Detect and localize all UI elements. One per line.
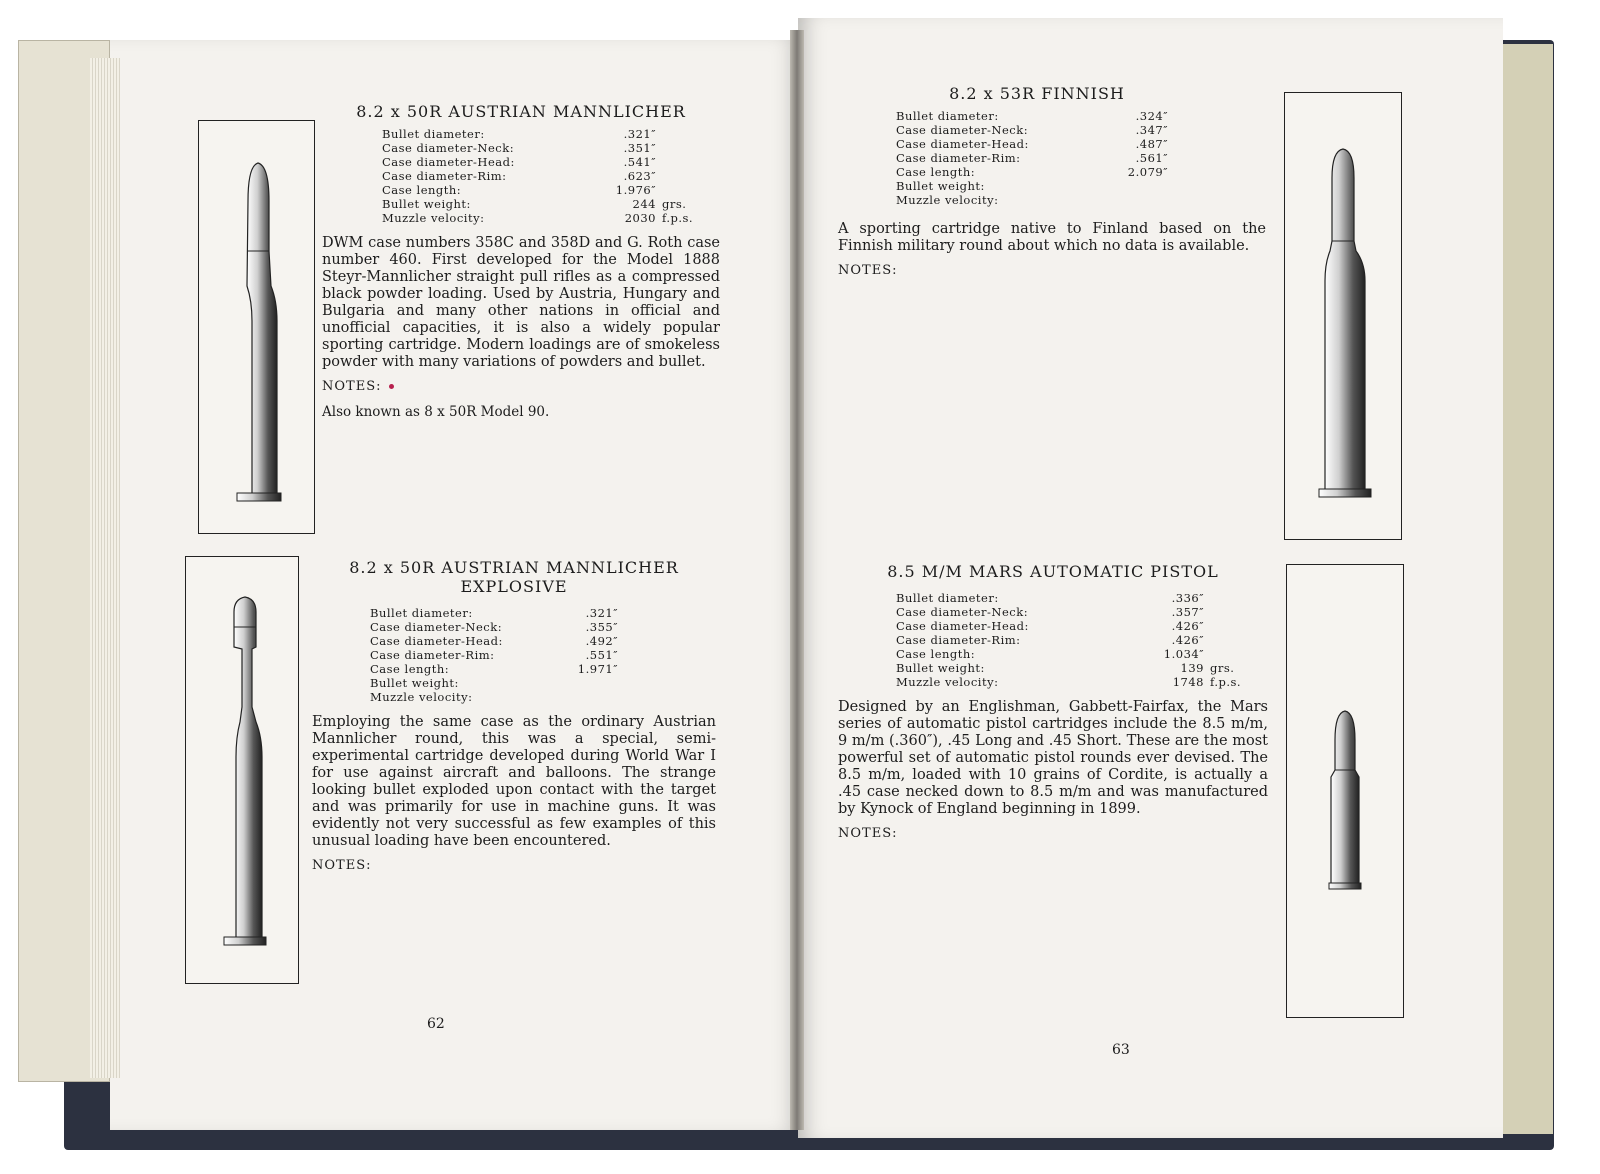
spec-unit xyxy=(1174,165,1212,179)
spec-value: 1748 xyxy=(1172,675,1204,689)
spec-row xyxy=(896,151,1212,165)
right-cover-board xyxy=(1500,44,1553,1134)
spec-label: Case diameter-Rim: xyxy=(382,169,507,183)
spec-row xyxy=(370,606,662,620)
spec-label: Bullet weight: xyxy=(370,676,459,690)
entry-description: Designed by an Englishman, Gabbett-Fairfax, the Mars series of automatic pistol cartridges include the 8.5 m/m, 9 m/m (.360″), .45 Long and .45 Short. These are the most powerful set of automatic pistol rounds ever devised. The 8.5 m/m, loaded with 10 grains of Cordite, is actually a .45 case necked down to 8.5 m/m and was manufactured by Kynock of England beginning in 1899. xyxy=(838,699,1268,817)
spec-unit xyxy=(624,620,662,634)
spec-table xyxy=(896,591,1248,689)
spec-value: .357″ xyxy=(1171,605,1204,619)
spec-value: .487″ xyxy=(1135,137,1168,151)
spec-table xyxy=(896,109,1212,207)
page-edges xyxy=(90,58,120,1078)
cartridge-figure-austrian-mannlicher xyxy=(198,120,315,534)
spec-label: Bullet diameter: xyxy=(370,606,473,620)
notes-label: NOTES: xyxy=(312,858,372,873)
spec-value: .492″ xyxy=(585,634,618,648)
spec-label: Case diameter-Neck: xyxy=(382,141,515,155)
spec-label: Muzzle velocity: xyxy=(382,211,485,225)
spec-label: Muzzle velocity: xyxy=(370,690,473,704)
spec-unit xyxy=(624,606,662,620)
spec-value: 2030 xyxy=(624,211,656,225)
spec-label: Muzzle velocity: xyxy=(896,193,999,207)
spec-label: Case length: xyxy=(896,647,976,661)
spec-value: .336″ xyxy=(1171,591,1204,605)
spec-unit xyxy=(1210,591,1248,605)
spec-row xyxy=(896,193,1212,207)
spec-unit: f.p.s. xyxy=(662,211,694,225)
spec-row xyxy=(896,591,1248,605)
spec-value: 244 xyxy=(632,197,656,211)
entry-austrian-mannlicher-explosive xyxy=(312,558,716,873)
spec-value: 1.034″ xyxy=(1163,647,1204,661)
spec-value: .541″ xyxy=(623,155,656,169)
spec-row xyxy=(896,675,1248,689)
book-gutter xyxy=(790,30,804,1130)
pistol-cartridge-icon xyxy=(1287,565,1403,1017)
spec-row xyxy=(896,179,1212,193)
spec-label: Case diameter-Neck: xyxy=(896,605,1029,619)
spec-row xyxy=(896,137,1212,151)
spec-label: Case length: xyxy=(370,662,450,676)
spec-value: 139 xyxy=(1180,661,1204,675)
spec-row xyxy=(382,183,700,197)
spec-value: .321″ xyxy=(585,606,618,620)
spec-value: .321″ xyxy=(623,127,656,141)
spec-row xyxy=(382,169,700,183)
spec-unit xyxy=(1174,179,1212,193)
spec-unit xyxy=(1174,137,1212,151)
notes-label: NOTES: xyxy=(838,263,898,278)
spec-unit: grs. xyxy=(1210,661,1235,675)
spec-unit xyxy=(624,676,662,690)
spec-row xyxy=(896,123,1212,137)
spec-value: .347″ xyxy=(1135,123,1168,137)
page-number-left: 62 xyxy=(427,1016,445,1032)
spec-unit xyxy=(662,169,700,183)
explosive-cartridge-icon xyxy=(186,557,298,983)
spec-row xyxy=(382,211,700,225)
spec-value: .351″ xyxy=(623,141,656,155)
notes-text: Also known as 8 x 50R Model 90. xyxy=(322,404,550,420)
spec-value: .551″ xyxy=(585,648,618,662)
spec-label: Case diameter-Rim: xyxy=(370,648,495,662)
spec-label: Case diameter-Rim: xyxy=(896,151,1021,165)
spec-label: Case length: xyxy=(382,183,462,197)
spec-value xyxy=(1098,179,1174,193)
spec-value: .426″ xyxy=(1171,619,1204,633)
spec-label: Case diameter-Head: xyxy=(896,619,1029,633)
spec-unit xyxy=(662,183,700,197)
spec-row xyxy=(382,197,700,211)
spec-row xyxy=(382,127,700,141)
spec-label: Case diameter-Rim: xyxy=(896,633,1021,647)
cartridge-figure-finnish xyxy=(1284,92,1402,540)
spec-label: Bullet diameter: xyxy=(896,591,999,605)
entry-mars-pistol xyxy=(838,562,1268,841)
spec-row xyxy=(370,634,662,648)
spec-label: Bullet diameter: xyxy=(896,109,999,123)
spec-table xyxy=(370,606,662,704)
spec-value xyxy=(548,690,624,704)
spec-row xyxy=(896,633,1248,647)
spec-row xyxy=(896,647,1248,661)
entry-austrian-mannlicher xyxy=(322,102,720,420)
spec-row xyxy=(370,620,662,634)
spec-unit xyxy=(624,634,662,648)
spec-value xyxy=(548,676,624,690)
spec-label: Case diameter-Neck: xyxy=(896,123,1029,137)
rifle-cartridge-icon xyxy=(1285,93,1401,539)
spec-unit xyxy=(1174,151,1212,165)
entry-title: 8.5 M/M MARS AUTOMATIC PISTOL xyxy=(887,562,1219,581)
entry-title: 8.2 x 53R FINNISH xyxy=(949,84,1125,103)
spec-value: .623″ xyxy=(623,169,656,183)
spec-label: Case diameter-Head: xyxy=(382,155,515,169)
spec-value: .324″ xyxy=(1135,109,1168,123)
entry-description: Employing the same case as the ordinary Austrian Mannlicher round, this was a special, semi-experimental cartridge developed during World War I for use against aircraft and balloons. The strange looking bullet exploded upon contact with the target and was primarily for use in machine guns. It was evidently not very successful as few examples of this unusual loading have been encountered. xyxy=(312,714,716,849)
spec-row xyxy=(896,165,1212,179)
spec-unit xyxy=(1174,123,1212,137)
spec-row xyxy=(370,676,662,690)
spec-unit xyxy=(624,662,662,676)
spec-row xyxy=(896,619,1248,633)
spec-row xyxy=(896,661,1248,675)
spec-label: Muzzle velocity: xyxy=(896,675,999,689)
spec-row xyxy=(382,141,700,155)
entry-title: 8.2 x 50R AUSTRIAN MANNLICHER EXPLOSIVE xyxy=(349,558,679,596)
spec-row xyxy=(370,690,662,704)
spec-unit xyxy=(662,141,700,155)
spec-row xyxy=(370,662,662,676)
spec-unit xyxy=(1174,193,1212,207)
spec-row xyxy=(896,109,1212,123)
rifle-cartridge-icon xyxy=(199,121,314,533)
spec-value: .426″ xyxy=(1171,633,1204,647)
spec-unit xyxy=(1210,619,1248,633)
entry-title: 8.2 x 50R AUSTRIAN MANNLICHER xyxy=(356,102,686,121)
spec-table xyxy=(382,127,700,225)
spec-row xyxy=(382,155,700,169)
spec-unit xyxy=(662,127,700,141)
spec-unit xyxy=(624,690,662,704)
entry-finnish xyxy=(838,84,1266,278)
spec-row xyxy=(896,605,1248,619)
ink-dot-mark xyxy=(389,384,394,389)
spec-label: Case diameter-Head: xyxy=(896,137,1029,151)
spec-value: .561″ xyxy=(1135,151,1168,165)
spec-label: Case length: xyxy=(896,165,976,179)
spec-label: Bullet weight: xyxy=(896,179,985,193)
spec-label: Bullet weight: xyxy=(382,197,471,211)
spec-unit xyxy=(1210,633,1248,647)
spec-unit xyxy=(1210,605,1248,619)
spec-unit xyxy=(662,155,700,169)
spec-row xyxy=(370,648,662,662)
spec-unit xyxy=(624,648,662,662)
entry-description: A sporting cartridge native to Finland based on the Finnish military round about which no data is available. xyxy=(838,221,1266,254)
spec-value: 1.976″ xyxy=(615,183,656,197)
notes-label: NOTES: xyxy=(322,379,720,394)
spec-value: .355″ xyxy=(585,620,618,634)
spec-unit: grs. xyxy=(662,197,687,211)
entry-description: DWM case numbers 358C and 358D and G. Roth case number 460. First developed for the Model 1888 Steyr-Mannlicher straight pull rifles as a compressed black powder loading. Used by Austria, Hungary and Bulgaria and many other nations in official and unofficial capacities, it is also a widely popular sporting cartridge. Modern loadings are of smokeless powder with many variations of powders and bullet. xyxy=(322,235,720,370)
spec-unit xyxy=(1174,109,1212,123)
cartridge-figure-explosive xyxy=(185,556,299,984)
page-number-right: 63 xyxy=(1112,1042,1130,1058)
notes-label: NOTES: xyxy=(838,826,898,841)
spec-label: Bullet diameter: xyxy=(382,127,485,141)
spec-label: Case diameter-Head: xyxy=(370,634,503,648)
spec-value: 1.971″ xyxy=(577,662,618,676)
spec-value: 2.079″ xyxy=(1127,165,1168,179)
spec-unit: f.p.s. xyxy=(1210,675,1242,689)
spec-label: Bullet weight: xyxy=(896,661,985,675)
spec-unit xyxy=(1210,647,1248,661)
spec-value xyxy=(1098,193,1174,207)
spec-label: Case diameter-Neck: xyxy=(370,620,503,634)
cartridge-figure-mars-pistol xyxy=(1286,564,1404,1018)
